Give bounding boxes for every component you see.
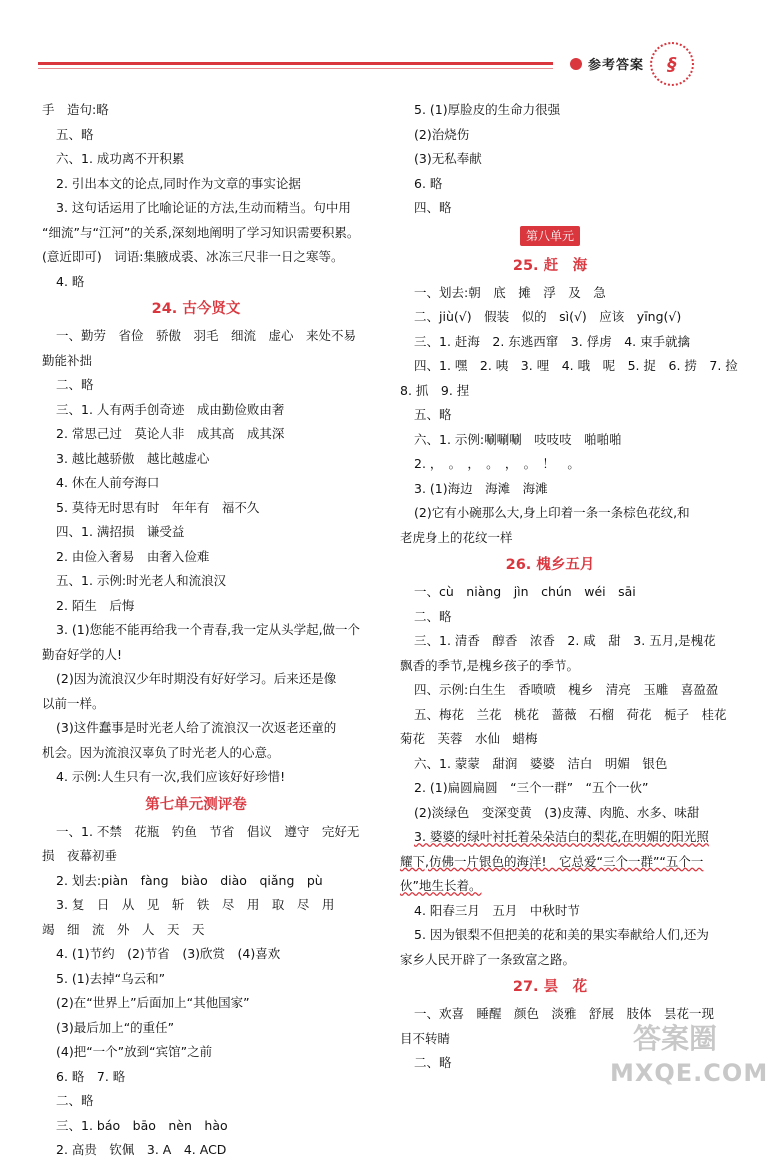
answer-line: 二、略 bbox=[414, 1055, 452, 1070]
answer-line: (2)治烧伤 bbox=[414, 126, 470, 142]
header-bullet-icon bbox=[570, 58, 582, 70]
header-title: 参考答案 bbox=[588, 58, 645, 73]
left-column bbox=[42, 98, 361, 1163]
answer-line: 伙”地生长着。 bbox=[400, 878, 482, 893]
answer-line: (3)无私奉献 bbox=[414, 151, 482, 166]
answer-line: 2. 常思己过 莫论人非 成其高 成其深 bbox=[56, 426, 285, 441]
answer-line: 损 夜幕初垂 bbox=[42, 848, 118, 863]
answer-line: 菊花 芙蓉 水仙 蜡梅 bbox=[400, 731, 538, 746]
unit-badge bbox=[400, 221, 700, 251]
answer-line: 4. 阳春三月 五月 中秋时节 bbox=[414, 902, 580, 918]
section-heading: 25. 赶 海 bbox=[512, 257, 588, 274]
answer-line: 5. (1)去掉“乌云和” bbox=[56, 970, 166, 986]
watermark-bottom: MXQE.COM bbox=[610, 1059, 768, 1087]
section-heading: 24. 古今贤文 bbox=[151, 301, 241, 317]
answer-line: 6. 略 bbox=[414, 175, 443, 191]
answer-line: 4. 示例:人生只有一次,我们应该好好珍惜! bbox=[56, 769, 286, 784]
answer-line: 三、1. 人有两手创奇迹 成由勤俭败由奢 bbox=[56, 401, 285, 417]
answer-line: 3. 这句话运用了比喻论证的方法,生动而精当。句中用 bbox=[56, 200, 351, 215]
answer-line: 4. 略 bbox=[56, 273, 85, 289]
answer-line: 竭 细 流 外 人 天 天 bbox=[42, 921, 205, 937]
answer-line: 五、1. 示例:时光老人和流浪汉 bbox=[56, 573, 227, 588]
answer-line: 一、划去:朝 底 摊 浮 及 急 bbox=[414, 284, 606, 300]
watermark-top: 答案圈 bbox=[632, 1022, 717, 1055]
answer-line: 以前一样。 bbox=[42, 695, 105, 711]
answer-line: 3. 复 日 从 见 斩 铁 尽 用 取 尽 用 bbox=[56, 897, 335, 912]
answer-line: 一、欢喜 睡醒 颜色 淡雅 舒展 肢体 昙花一现 bbox=[414, 1006, 715, 1021]
answer-line: 四、1. 满招损 谦受益 bbox=[56, 524, 185, 539]
answer-line: 2. 由俭入奢易 由奢入俭难 bbox=[56, 548, 210, 564]
unit-badge-label: 第八单元 bbox=[520, 226, 580, 246]
watermark-logo bbox=[610, 1020, 768, 1100]
right-column bbox=[400, 98, 738, 1076]
answer-line: 四、1. 嘿 2. 咦 3. 哩 4. 哦 呢 5. 捉 6. 捞 7. 捡 bbox=[414, 358, 738, 373]
answer-line: 飘香的季节,是槐乡孩子的季节。 bbox=[400, 657, 579, 673]
answer-line: (2)它有小碗那么大,身上印着一条一条棕色花纹,和 bbox=[414, 505, 690, 520]
answer-line: 二、略 bbox=[56, 1093, 94, 1108]
answer-line: 家乡人民开辟了一条致富之路。 bbox=[400, 951, 576, 967]
answer-line: 4. 休在人前夸海口 bbox=[56, 475, 160, 490]
answer-line: 2. ， 。 ， 。 ， 。 ！ 。 bbox=[414, 456, 580, 471]
answer-line: 六、1. 成功离不开积累 bbox=[56, 151, 185, 166]
answer-line: 2. 高贵 钦佩 3. A 4. ACD bbox=[56, 1142, 227, 1157]
answer-line: 勤能补拙 bbox=[42, 352, 93, 368]
answer-line: 耀下,仿佛一片银色的海洋! 它总爱“三个一群”“五个一 bbox=[400, 853, 704, 869]
answer-line: 3. 越比越骄傲 越比越虚心 bbox=[56, 450, 210, 466]
header-rule-thin bbox=[38, 68, 553, 69]
answer-line: 四、示例:白生生 香喷喷 槐乡 清亮 玉雕 喜盈盈 bbox=[414, 682, 719, 697]
answer-line: 5. 因为银梨不但把美的花和美的果实奉献给人们,还为 bbox=[414, 927, 709, 942]
answer-line: 手 造句:略 bbox=[42, 102, 109, 117]
answer-line: 2. 陌生 后悔 bbox=[56, 597, 135, 613]
answer-line: 8. 抓 9. 捏 bbox=[400, 382, 470, 398]
answer-line: 三、1. 清香 醇香 浓香 2. 咸 甜 3. 五月,是槐花 bbox=[414, 633, 716, 648]
section-heading: 26. 槐乡五月 bbox=[505, 557, 595, 573]
answer-line: 一、勤劳 省俭 骄傲 羽毛 细流 虚心 来处不易 bbox=[56, 328, 357, 343]
answer-line: 5. (1)厚脸皮的生命力很强 bbox=[414, 102, 561, 117]
section-heading: 27. 昙 花 bbox=[512, 979, 588, 995]
answer-line: (2)因为流浪汉少年时期没有好好学习。后来还是像 bbox=[56, 671, 337, 686]
answer-line: (意近即可) 词语:集腋成裘、冰冻三尺非一日之寒等。 bbox=[42, 249, 344, 264]
answer-line: 3. 婆婆的绿叶衬托着朵朵洁白的梨花,在明媚的阳光照 bbox=[414, 829, 709, 844]
answer-line: 2. 划去:piàn fàng biào diào qiǎng pù bbox=[56, 872, 323, 888]
answer-line: “细流”与“江河”的关系,深刻地阐明了学习知识需要积累。 bbox=[42, 224, 360, 240]
answer-line: (2)在“世界上”后面加上“其他国家” bbox=[56, 995, 250, 1010]
answer-line: 3. (1)您能不能再给我一个青春,我一定从头学起,做一个 bbox=[56, 622, 361, 637]
answer-line: 一、cù niàng jìn chún wéi sāi bbox=[414, 584, 636, 599]
answer-line: 六、1. 示例:唰唰唰 吱吱吱 啪啪啪 bbox=[414, 431, 622, 447]
answer-line: (2)淡绿色 变深变黄 (3)皮薄、肉脆、水多、味甜 bbox=[414, 804, 700, 820]
answer-line: 勤奋好学的人! bbox=[42, 646, 123, 662]
header-rule bbox=[38, 62, 553, 65]
answer-line: (4)把“一个”放到“宾馆”之前 bbox=[56, 1044, 213, 1059]
answer-line: 六、1. 蒙蒙 甜润 婆婆 洁白 明媚 银色 bbox=[414, 755, 668, 771]
answer-line: 二、jiù(√) 假装 似的 sì(√) 应该 yīng(√) bbox=[414, 309, 682, 324]
answer-line: 四、略 bbox=[414, 200, 452, 215]
answer-line: 3. (1)海边 海滩 海滩 bbox=[414, 480, 548, 496]
answer-line: 五、略 bbox=[414, 407, 452, 422]
answer-line: 2. (1)扁圆扁圆 “三个一群” “五个一伙” bbox=[414, 780, 649, 795]
answer-line: 五、略 bbox=[56, 126, 94, 142]
answer-line: 目不转睛 bbox=[400, 1030, 451, 1046]
answer-line: (3)最后加上“的重任” bbox=[56, 1019, 175, 1035]
answer-line: 二、略 bbox=[414, 608, 452, 624]
answer-line: 2. 引出本文的论点,同时作为文章的事实论据 bbox=[56, 175, 301, 191]
answer-line: 三、1. báo bāo nèn hào bbox=[56, 1117, 228, 1133]
answer-line: 五、梅花 兰花 桃花 蔷薇 石榴 荷花 栀子 桂花 bbox=[414, 706, 727, 722]
answer-line: 5. 莫待无时思有时 年年有 福不久 bbox=[56, 499, 260, 515]
answer-line: 三、1. 赶海 2. 东逃西窜 3. 俘虏 4. 束手就擒 bbox=[414, 333, 691, 349]
header-logo-icon: § bbox=[650, 42, 694, 86]
answer-line: 机会。因为流浪汉辜负了时光老人的心意。 bbox=[42, 744, 280, 760]
answer-line: 6. 略 7. 略 bbox=[56, 1068, 126, 1084]
answer-line: (3)这件蠢事是时光老人给了流浪汉一次返老还童的 bbox=[56, 720, 337, 735]
section-heading: 第七单元测评卷 bbox=[145, 796, 247, 813]
answer-line: 4. (1)节约 (2)节省 (3)欣赏 (4)喜欢 bbox=[56, 946, 281, 961]
answer-line: 一、1. 不禁 花瓶 钓鱼 节省 倡议 遵守 完好无 bbox=[56, 823, 360, 839]
answer-line: 老虎身上的花纹一样 bbox=[400, 529, 513, 545]
answer-line: 二、略 bbox=[56, 377, 94, 392]
